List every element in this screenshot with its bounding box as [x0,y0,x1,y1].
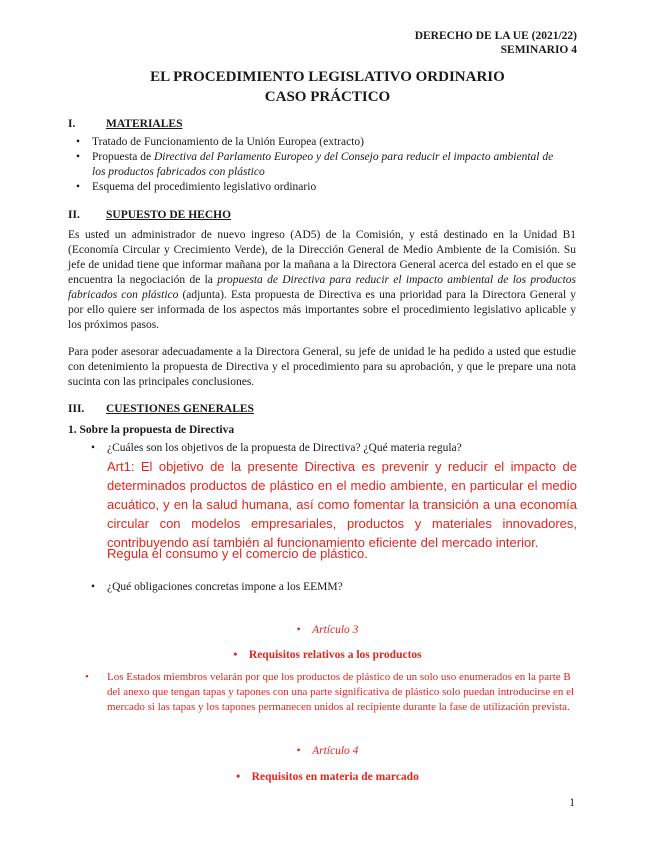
section-materiales-heading [68,118,182,130]
section-supuesto-heading [68,209,231,221]
subsection-heading: 1. Sobre la propuesta de Directiva [68,424,235,436]
bullet-icon: • [85,671,89,683]
bullet-icon: • [76,136,81,148]
section-label: MATERIALES [106,118,183,130]
bullet-icon: • [76,181,81,193]
materiales-item: • Esquema del procedimiento legislativo ordinario [76,181,317,193]
section-cuestiones-heading [68,403,254,415]
materiales-item-continuation: los productos fabricados con plástico [92,166,265,178]
document-subtitle: CASO PRÁCTICO [264,89,391,105]
page-header [415,29,577,57]
supuesto-paragraph-2: Para poder asesorar adecuadamente a la Directora General, su jefe de unidad le ha pedido a usted que estudie con detenimiento la propuesta de Directiva y el procedimiento para su aprobación, y que le prepare una nota sucinta con las principales conclusiones. [68,346,576,388]
section-number: II. [68,209,80,221]
bullet-icon: • [236,771,241,783]
supuesto-paragraph-1: Es usted un administrador de nuevo ingreso (AD5) de la Comisión, y está destinado en la Unidad B1 (Economía Circular y Crecimiento Verde), de la Dirección General de Medio Ambiente de la Comisión. Su jefe de unidad tiene que informar mañana por la mañana a la Directora General acerca del estado en el que se encuentra la negociación de la propuesta de Directiva para reducir el impacto ambiental de los productos fabricados con plástico (adjunta). Esta propuesta de Directiva es una prioridad para la Directora General y por ello quiere ser informada de los aspectos más importantes sobre el procedimiento legislativo aplicable y los próximos pasos. [68,229,577,331]
materiales-item: • Tratado de Funcionamiento de la Unión Europea (extracto) [76,136,364,148]
question-item: • ¿Cuáles son los objetivos de la propuesta de Directiva? ¿Qué materia regula? [91,442,462,454]
section-label: SUPUESTO DE HECHO [106,209,232,221]
bullet-icon: • [233,649,238,661]
materiales-item: • Propuesta de Directiva del Parlamento Europeo y del Consejo para reducir el impacto ambiental de [76,151,554,163]
bullet-icon: • [76,151,81,163]
article-3-title: • Requisitos relativos a los productos [233,649,422,661]
section-label: CUESTIONES GENERALES [106,403,254,415]
document-title: EL PROCEDIMIENTO LEGISLATIVO ORDINARIO [150,69,505,85]
page-number: 1 [569,797,575,809]
answer-text: Art1: El objetivo de la presente Directiva es prevenir y reducir el impacto de determinados productos de plástico en el medio ambiente, en particular el medio acuático, y en la salud humana, así como fomentar la transición a una economía circular con modelos empresariales, productos y materiales innovadores, contribuyendo así también al funcionamiento eficiente del mercado interior. [107,459,577,550]
article-4-heading: • Artículo 4 [296,745,359,757]
bullet-icon: • [91,442,96,454]
question-item: • ¿Qué obligaciones concretas impone a los EEMM? [91,581,343,593]
bullet-icon: • [91,581,96,593]
seminar-label: SEMINARIO 4 [500,44,577,56]
article-4-title: • Requisitos en materia de marcado [236,771,419,783]
answer-text-summary: Regula el consumo y el comercio de plástico. [107,546,368,561]
section-number: I. [68,118,76,130]
section-number: III. [68,403,85,415]
article-3-text: • Los Estados miembros velarán por que los productos de plástico de un solo uso enumerados en la parte B del anexo que tengan tapas y tapones con una parte significativa de plástico solo puedan introducirse en el mercado si las tapas y los tapones permanecen unidos al recipiente durante la fase de utilización prevista. [85,671,575,713]
bullet-icon: • [296,624,301,636]
bullet-icon: • [296,745,301,757]
course-title: DERECHO DE LA UE (2021/22) [414,30,577,42]
article-3-heading: • Artículo 3 [296,624,359,636]
